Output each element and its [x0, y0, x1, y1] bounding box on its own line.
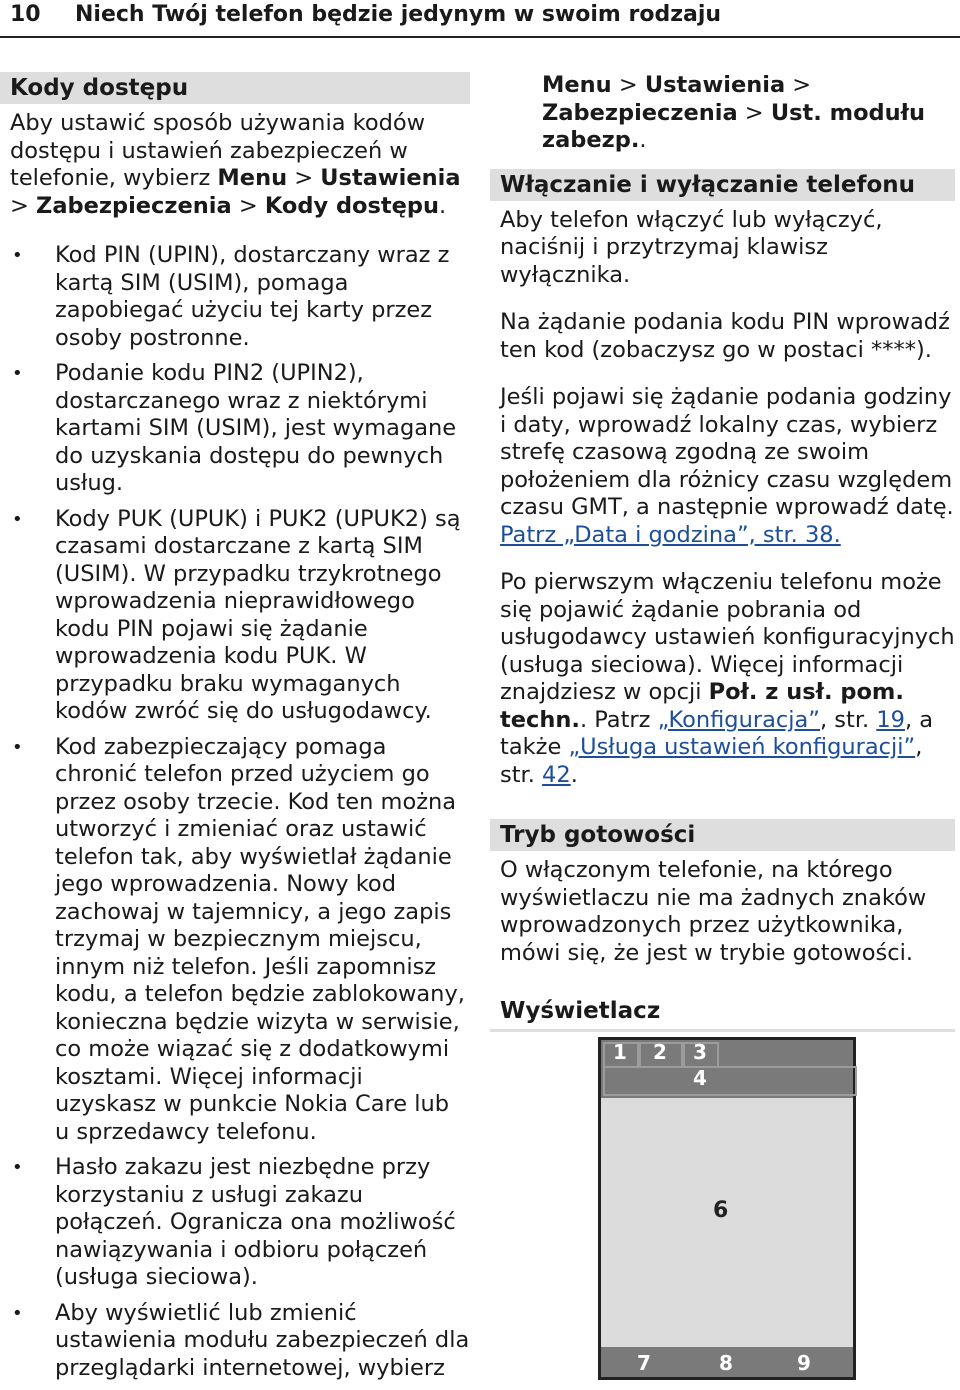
zone-label-7: 7 — [637, 1351, 651, 1375]
bullet-icon: • — [12, 736, 23, 758]
list-item-text: Kod zabezpieczający pomaga chronić telefon przed użyciem go przez osoby trzecie. Kod ten można utworzyć i zmieniać oraz ustawić telefon tak, aby wyświetlał żądanie jego wprowadzenia. Nowy kod zachowaj w tajemnicy, a jego zapis trzymaj w bezpiecznym miejscu, innym niż telefon. Jeśli zapomnisz kodu, a telefon będzie zablokowany, konieczna będzie wizyta w serwisie, co może wiązać się z dodatkowymi kosztami. Więcej informacji uzyskasz w punkcie Nokia Care lub u sprzedawcy telefonu. — [55, 733, 465, 1145]
path-sep: > — [231, 192, 265, 219]
path-sep: > — [611, 72, 645, 98]
section-heading-display: Wyświetlacz — [490, 995, 955, 1032]
path-module-settings: Ust. modułu zabezp. — [542, 99, 926, 153]
power-paragraph-3-text: Jeśli pojawi się żądanie podania godziny i daty, wprowadź lokalny czas, wybierz strefę czasową zgodną ze swoim położeniem dla różnicy czasu względem czasu GMT, a następnie wprowadź datę. — [500, 384, 954, 520]
power-p4-text: , str. — [500, 734, 923, 788]
bullet-icon: • — [12, 245, 23, 266]
list-item-text: Hasło zakazu jest niezbędne przy korzystaniu z usługi zakazu połączeń. Ogranicza ona możliwość nawiązywania i odbioru połączeń (usługa sieciowa). — [55, 1154, 456, 1290]
zone-label-8: 8 — [719, 1351, 733, 1375]
standby-paragraph: O włączonym telefonie, na którego wyświetlaczu nie ma żadnych znaków wprowadzonych przez użytkownika, mówi się, że jest w trybie gotowości. — [500, 857, 927, 966]
zone-label-6: 6 — [713, 1198, 729, 1223]
list-item — [0, 1154, 470, 1292]
bullet-icon: • — [12, 1157, 23, 1178]
link-page-19[interactable]: 19 — [876, 706, 905, 733]
list-item — [0, 360, 470, 498]
power-paragraph-1: Aby telefon włączyć lub wyłączyć, naciśnij i przytrzymaj klawisz wyłącznika. — [500, 206, 883, 288]
power-p4-text: . Patrz — [579, 706, 658, 733]
zone-label-3: 3 — [693, 1040, 707, 1064]
page-header — [0, 0, 960, 38]
page-number: 10 — [10, 2, 41, 27]
left-column — [0, 72, 470, 1390]
list-item — [0, 1300, 470, 1383]
path-sep: > — [737, 99, 771, 126]
path-sep: > — [785, 72, 812, 98]
list-item — [0, 242, 470, 352]
right-column — [490, 72, 955, 1038]
bullet-icon: • — [12, 508, 23, 530]
list-item-text: Kody PUK (UPUK) i PUK2 (UPUK2) są czasami dostarczane z kartą SIM (USIM). W przypadku trzykrotnego wprowadzenia nieprawidłowego kodu PIN pojawi się żądanie wprowadzenia kodu PUK. W przypadku braku wymaganych kodów zwróć się do usługodawcy. — [55, 505, 461, 724]
section-heading-standby: Tryb gotowości — [490, 819, 955, 851]
link-date-time[interactable]: Patrz „Data i godzina”, str. 38. — [500, 521, 841, 548]
path-settings: Ustawienia — [644, 72, 786, 98]
section-heading-power: Włączanie i wyłączanie telefonu — [490, 169, 955, 201]
path-sep: > — [287, 165, 321, 191]
power-p4-text: , str. — [819, 706, 877, 733]
list-item-text: Aby wyświetlić lub zmienić ustawienia modułu zabezpieczeń dla przeglądarki internetowej, wybierz — [55, 1299, 470, 1381]
power-paragraph-2: Na żądanie podania kodu PIN wprowadź ten kod (zobaczysz go w postaci ****). — [500, 309, 950, 363]
path-access-codes: Kody dostępu — [264, 192, 440, 219]
link-configuration[interactable]: „Konfiguracja” — [657, 706, 820, 733]
path-menu: Menu — [542, 72, 612, 98]
zone-label-2: 2 — [653, 1040, 667, 1064]
path-end: . — [639, 127, 647, 153]
intro-paragraph — [0, 110, 470, 220]
zone-box — [603, 1066, 857, 1096]
power-paragraph-4 — [490, 569, 955, 789]
power-p4-text: . — [570, 761, 578, 788]
chapter-title: Niech Twój telefon będzie jedynym w swoim rodzaju — [75, 2, 722, 27]
power-paragraph-3 — [490, 384, 955, 549]
list-item-text: Kod PIN (UPIN), dostarczany wraz z kartą SIM (USIM), pomaga zapobiegać użyciu tej karty przez osoby postronne. — [55, 242, 450, 351]
section-heading-access-codes: Kody dostępu — [0, 72, 470, 104]
access-codes-list — [0, 242, 470, 1382]
link-page-42[interactable]: 42 — [542, 761, 571, 788]
power-p4-text: Po pierwszym włączeniu telefonu może się pojawić żądanie pobrania od usługodawcy ustawień konfiguracyjnych (usługa sieciowa). Więcej informacji znajdziesz w opcji — [500, 569, 955, 705]
zone-label-9: 9 — [797, 1351, 811, 1375]
path-sep: > — [10, 192, 37, 219]
list-item — [0, 506, 470, 726]
bullet-icon: • — [12, 363, 23, 384]
path-menu: Menu — [217, 165, 288, 191]
display-diagram — [598, 1037, 856, 1380]
link-config-service[interactable]: „Usługa ustawień konfiguracji” — [568, 734, 916, 760]
list-item — [0, 734, 470, 1147]
menu-path-continuation — [490, 72, 955, 155]
path-end: . — [439, 192, 447, 219]
path-security: Zabezpieczenia — [542, 99, 738, 126]
path-settings: Ustawienia — [320, 165, 461, 191]
path-security: Zabezpieczenia — [36, 192, 232, 219]
intro-text: Aby ustawić sposób używania kodów dostępu i ustawień zabezpieczeń w telefonie, wybierz — [10, 110, 426, 191]
bullet-icon: • — [12, 1302, 23, 1324]
power-p4-text: , a także — [500, 706, 934, 760]
zone-label-1: 1 — [613, 1040, 627, 1064]
zone-label-4: 4 — [693, 1066, 707, 1090]
list-item-text: Podanie kodu PIN2 (UPIN2), dostarczanego wraz z niektórymi kartami SIM (USIM), jest wymagane do uzyskania dostępu do pewnych usług. — [55, 360, 457, 496]
option-name: Poł. z usł. pom. techn. — [500, 679, 904, 733]
